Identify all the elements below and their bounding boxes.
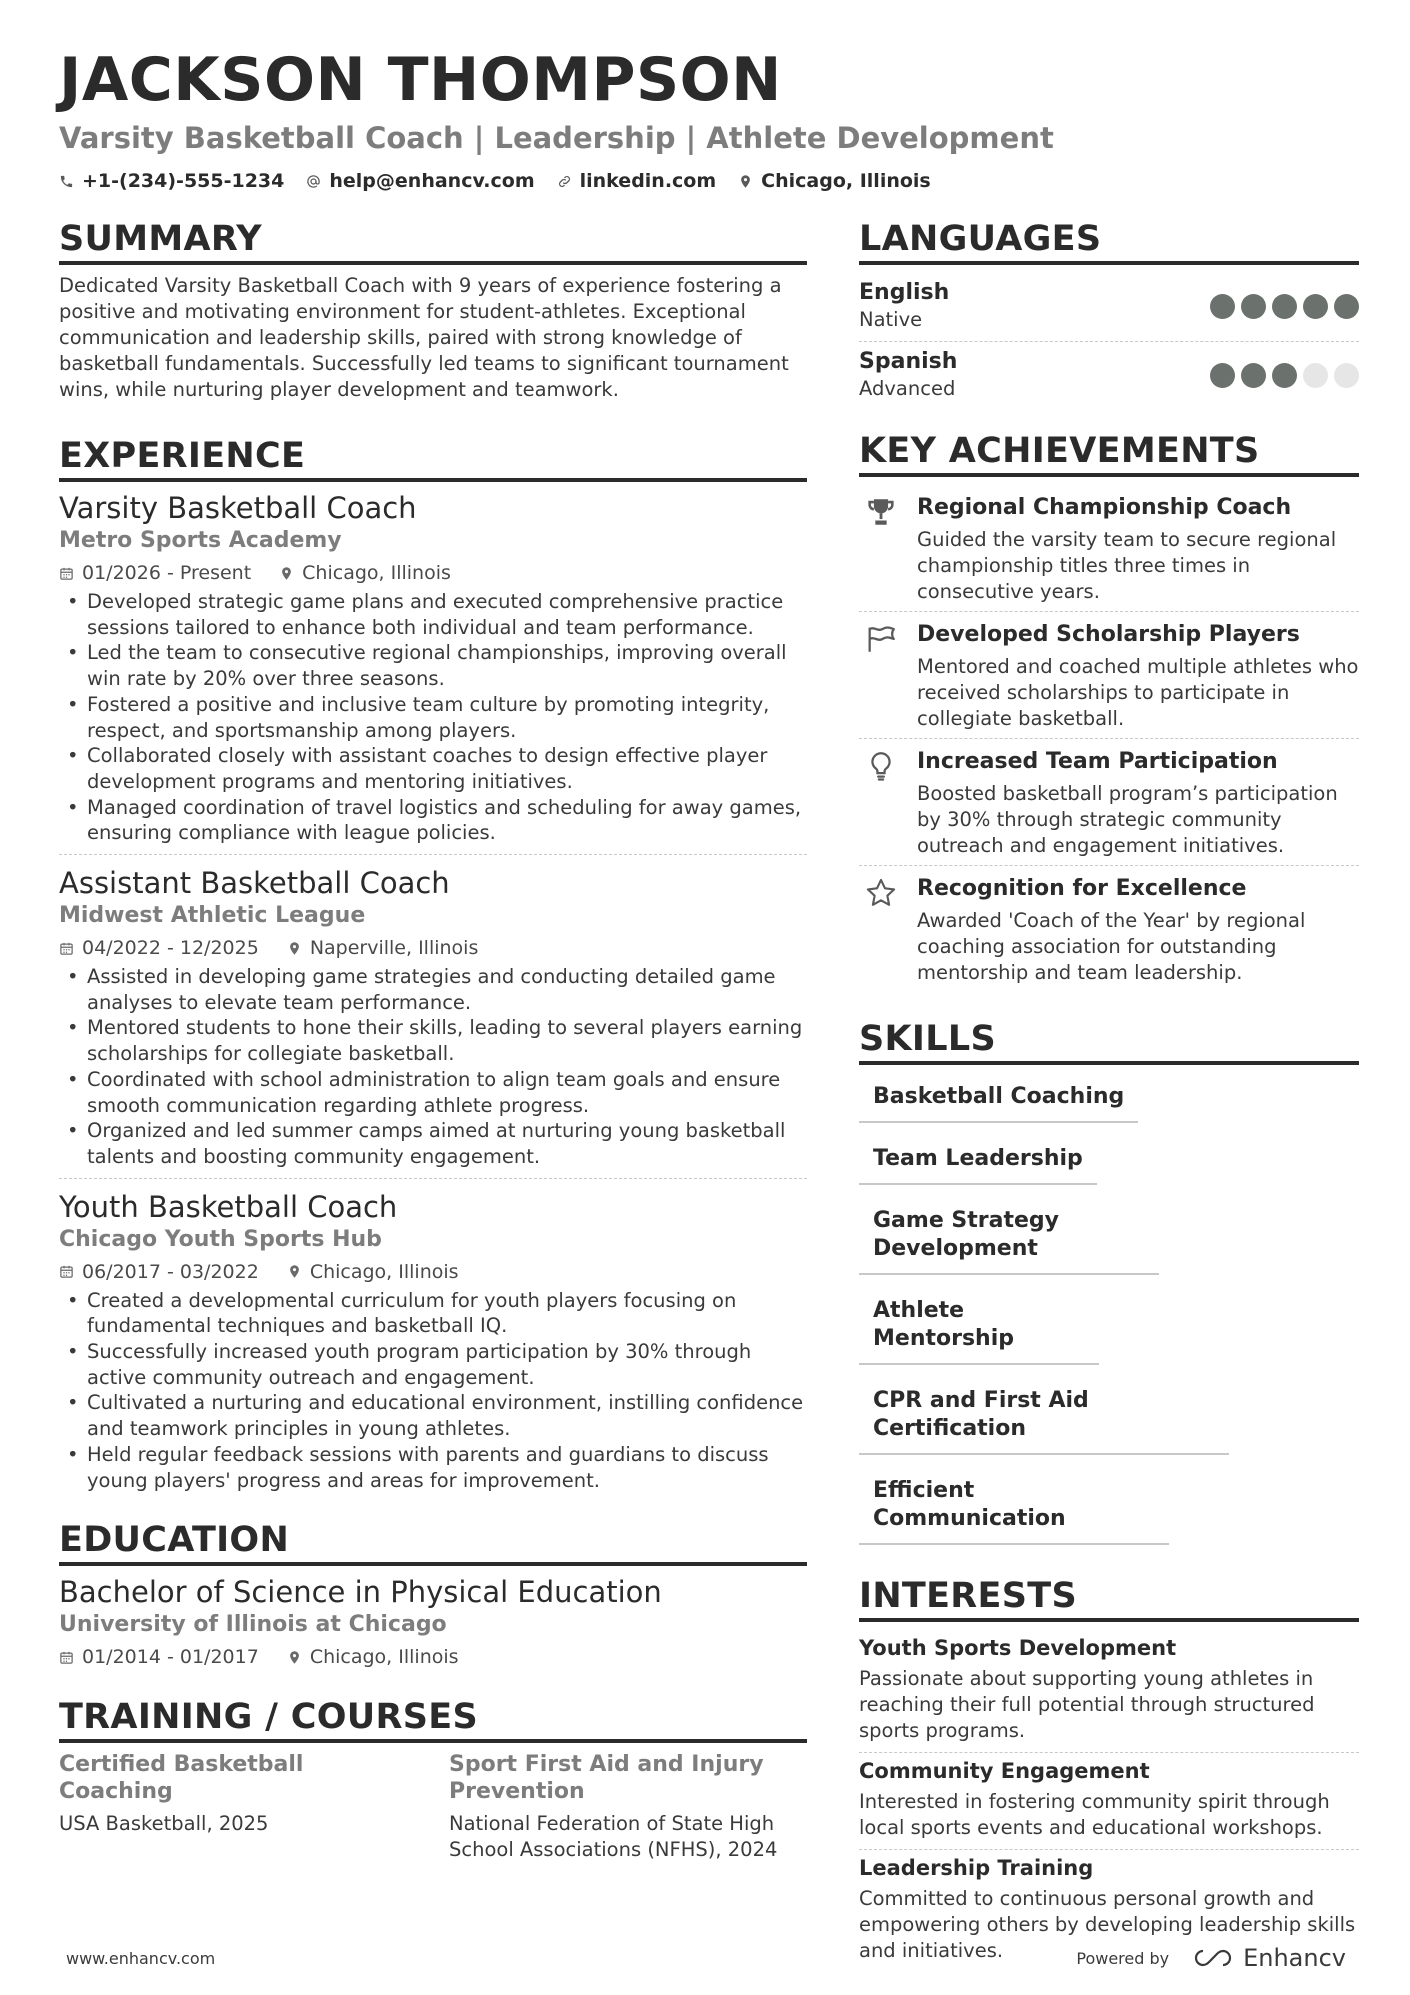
- job-company: Chicago Youth Sports Hub: [59, 1226, 382, 1252]
- achievement-desc: Guided the varsity team to secure regional championship titles three times in consecutive years.: [917, 528, 1337, 603]
- powered-by-label: Powered by: [1076, 1948, 1170, 1968]
- skill-tag: CPR and First Aid Certification: [859, 1377, 1229, 1455]
- language-level: Native: [859, 308, 923, 331]
- calendar-icon: [59, 1264, 74, 1279]
- job-dates-text: 01/2026 - Present: [82, 562, 252, 584]
- star-icon: [864, 876, 898, 910]
- language-level: Advanced: [859, 377, 956, 400]
- skills-title: SKILLS: [859, 1018, 1359, 1065]
- contact-location: [738, 170, 931, 192]
- resume-header: [59, 44, 1359, 192]
- experience-title: EXPERIENCE: [59, 435, 807, 482]
- course-title: Sport First Aid and Injury Prevention: [449, 1752, 764, 1805]
- education-dates-text: 01/2014 - 01/2017: [82, 1646, 259, 1669]
- achievement-title: Regional Championship Coach: [917, 495, 1292, 520]
- brand-logo[interactable]: [1191, 1944, 1346, 1972]
- trophy-icon: [864, 495, 898, 529]
- job-location-text: Naperville, Illinois: [309, 937, 479, 960]
- achievement-title: Increased Team Participation: [917, 749, 1278, 774]
- job-entry: [59, 490, 807, 855]
- achievement-item: [859, 866, 1359, 992]
- job-location: [279, 560, 451, 586]
- bullet-item: • Assisted in developing game strategies and conducting detailed game analyses to elevate team performance.: [59, 964, 807, 1015]
- interest-desc: Interested in fostering community spirit through local sports events and educational workshops.: [859, 1790, 1330, 1839]
- location-pin-icon: [287, 1650, 302, 1665]
- flag-icon: [864, 622, 898, 656]
- rating-dot-filled: [1303, 294, 1328, 319]
- lightbulb-icon: [864, 749, 898, 783]
- footer-website[interactable]: www.enhancv.com: [66, 1948, 216, 1968]
- job-location: [287, 935, 479, 961]
- bullet-item: • Led the team to consecutive regional championships, improving overall win rate by 20% over three seasons.: [59, 640, 807, 691]
- interest-title: Youth Sports Development: [859, 1636, 1177, 1660]
- rating-dot-empty: [1303, 363, 1328, 388]
- enhancv-logo-icon: [1191, 1947, 1235, 1969]
- bullet-item: • Fostered a positive and inclusive team culture by promoting integrity, respect, and sportsmanship among players.: [59, 692, 807, 743]
- education-meta: [59, 1644, 807, 1670]
- contact-location-text: Chicago, Illinois: [761, 170, 931, 192]
- education-section: [59, 1519, 807, 1670]
- achievement-item: [859, 485, 1359, 612]
- right-column: [859, 218, 1359, 1972]
- location-pin-icon: [738, 174, 753, 189]
- job-meta: [59, 560, 807, 586]
- rating-dot-filled: [1241, 294, 1266, 319]
- education-location-text: Chicago, Illinois: [309, 1646, 459, 1669]
- school-name: University of Illinois at Chicago: [59, 1612, 447, 1638]
- bullet-item: • Successfully increased youth program participation by 30% through active community outreach and engagement.: [59, 1339, 807, 1390]
- interests-title: INTERESTS: [859, 1575, 1359, 1622]
- achievement-desc: Mentored and coached multiple athletes who received scholarships to participate in collegiate basketball.: [917, 655, 1359, 730]
- job-entry: [59, 1189, 807, 1502]
- bullet-item: • Created a developmental curriculum for youth players focusing on fundamental techniques and basketball IQ.: [59, 1288, 807, 1339]
- job-bullets: [59, 1288, 807, 1494]
- phone-icon: [59, 174, 74, 189]
- language-name: Spanish: [859, 349, 958, 374]
- bullet-item: • Organized and led summer camps aimed at nurturing young basketball talents and boosting community engagement.: [59, 1118, 807, 1169]
- job-bullets: [59, 964, 807, 1170]
- job-location-text: Chicago, Illinois: [302, 562, 451, 584]
- contact-linkedin-text: linkedin.com: [579, 170, 717, 192]
- achievement-title: Developed Scholarship Players: [917, 622, 1300, 647]
- contact-email-text: help@enhancv.com: [329, 170, 535, 192]
- achievement-desc: Boosted basketball program’s participation by 30% through strategic community outreach and engagement initiatives.: [917, 782, 1338, 857]
- rating-dot-empty: [1334, 363, 1359, 388]
- job-dates-text: 04/2022 - 12/2025: [82, 937, 259, 960]
- course-item: [59, 1751, 389, 1863]
- course-item: [449, 1751, 779, 1863]
- page-footer: [66, 1944, 1346, 1972]
- at-icon: [306, 174, 321, 189]
- skill-tag: Game Strategy Development: [859, 1197, 1159, 1275]
- contact-phone[interactable]: [59, 170, 284, 192]
- achievement-item: [859, 739, 1359, 866]
- calendar-icon: [59, 941, 74, 956]
- interest-desc: Passionate about supporting young athletes in reaching their full potential through structured sports programs.: [859, 1667, 1315, 1742]
- rating-dot-filled: [1334, 294, 1359, 319]
- bullet-item: • Managed coordination of travel logistics and scheduling for away games, ensuring compliance with league policies.: [59, 795, 807, 846]
- interests-section: [859, 1575, 1359, 1972]
- rating-dot-filled: [1272, 363, 1297, 388]
- summary-title: SUMMARY: [59, 218, 807, 265]
- calendar-icon: [59, 1650, 74, 1665]
- contact-bar: [59, 170, 1359, 192]
- calendar-icon: [59, 566, 74, 581]
- skill-tag: Efficient Communication: [859, 1467, 1169, 1545]
- headline: Varsity Basketball Coach | Leadership | Athlete Development: [59, 121, 1054, 155]
- training-title: TRAINING / COURSES: [59, 1696, 807, 1743]
- course-title: Certified Basketball Coaching: [59, 1752, 304, 1805]
- achievements-section: [859, 430, 1359, 992]
- language-name: English: [859, 280, 950, 305]
- job-dates: [59, 560, 251, 586]
- location-pin-icon: [279, 566, 294, 581]
- interest-item: [859, 1753, 1359, 1850]
- link-icon: [557, 174, 572, 189]
- rating-dot-filled: [1210, 363, 1235, 388]
- job-location-text: Chicago, Illinois: [309, 1260, 459, 1283]
- bullet-item: • Mentored students to hone their skills, leading to several players earning scholarships for collegiate basketball.: [59, 1015, 807, 1066]
- left-column: [59, 218, 807, 1863]
- language-rating: [1210, 294, 1359, 319]
- achievement-desc: Awarded 'Coach of the Year' by regional coaching association for outstanding mentorship and team leadership.: [917, 909, 1306, 984]
- education-location: [287, 1644, 459, 1670]
- course-list: [59, 1751, 807, 1863]
- language-item: [859, 342, 1359, 410]
- bullet-item: • Developed strategic game plans and executed comprehensive practice sessions tailored to enhance both individual and team performance.: [59, 589, 807, 640]
- job-title: Varsity Basketball Coach: [59, 491, 417, 525]
- job-dates: [59, 935, 259, 961]
- candidate-name: JACKSON THOMPSON: [59, 45, 782, 115]
- bullet-item: • Held regular feedback sessions with parents and guardians to discuss young players' progress and areas for improvement.: [59, 1442, 807, 1493]
- skill-tag: Team Leadership: [859, 1135, 1097, 1185]
- job-dates: [59, 1259, 259, 1285]
- job-company: Midwest Athletic League: [59, 903, 366, 929]
- contact-linkedin[interactable]: [557, 170, 717, 192]
- skill-tag: Basketball Coaching: [859, 1073, 1138, 1123]
- job-company: Metro Sports Academy: [59, 528, 342, 553]
- job-location: [287, 1259, 459, 1285]
- job-title: Assistant Basketball Coach: [59, 866, 450, 901]
- job-title: Youth Basketball Coach: [59, 1189, 398, 1224]
- job-meta: [59, 1259, 807, 1285]
- location-pin-icon: [287, 1264, 302, 1279]
- language-item: [859, 273, 1359, 342]
- rating-dot-filled: [1241, 363, 1266, 388]
- job-entry: [59, 865, 807, 1179]
- education-title: EDUCATION: [59, 1519, 807, 1566]
- experience-section: [59, 435, 807, 1501]
- rating-dot-filled: [1272, 294, 1297, 319]
- achievements-title: KEY ACHIEVEMENTS: [859, 430, 1359, 477]
- course-provider: USA Basketball, 2025: [59, 1812, 269, 1836]
- contact-email[interactable]: [306, 170, 534, 192]
- education-dates: [59, 1644, 259, 1670]
- powered-by: [1076, 1944, 1346, 1972]
- interest-title: Leadership Training: [859, 1856, 1094, 1880]
- training-section: [59, 1696, 807, 1863]
- languages-title: LANGUAGES: [859, 218, 1359, 265]
- bullet-item: • Collaborated closely with assistant coaches to design effective player development programs and mentoring initiatives.: [59, 743, 807, 794]
- degree-title: Bachelor of Science in Physical Education: [59, 1575, 662, 1610]
- course-provider: National Federation of State High School Associations (NFHS), 2024: [449, 1812, 778, 1862]
- job-meta: [59, 935, 807, 961]
- interest-item: [859, 1630, 1359, 1753]
- skill-tag: Athlete Mentorship: [859, 1287, 1099, 1365]
- achievement-title: Recognition for Excellence: [917, 876, 1247, 901]
- summary-section: [59, 218, 807, 403]
- job-bullets: [59, 589, 807, 846]
- rating-dot-filled: [1210, 294, 1235, 319]
- interest-title: Community Engagement: [859, 1759, 1150, 1783]
- contact-phone-text: +1-(234)-555-1234: [82, 170, 285, 192]
- language-rating: [1210, 363, 1359, 388]
- bullet-item: • Coordinated with school administration to align team goals and ensure smooth communication regarding athlete progress.: [59, 1067, 807, 1118]
- job-dates-text: 06/2017 - 03/2022: [82, 1260, 259, 1283]
- bullet-item: • Cultivated a nurturing and educational environment, instilling confidence and teamwork principles in young athletes.: [59, 1390, 807, 1441]
- summary-text: Dedicated Varsity Basketball Coach with 9 years of experience fostering a positive and motivating environment for student-athletes. Exceptional communication and leadership skills, paired with strong knowledge of basketball fundamentals. Successfully led teams to significant tournament wins, while nurturing player development and teamwork.: [59, 274, 789, 401]
- languages-section: [859, 218, 1359, 410]
- brand-name: Enhancv: [1243, 1944, 1346, 1972]
- skill-list: [859, 1073, 1359, 1557]
- achievement-item: [859, 612, 1359, 739]
- skills-section: [859, 1018, 1359, 1557]
- interest-desc: Committed to continuous personal growth and empowering others by developing leadership skills and initiatives.: [859, 1887, 1356, 1962]
- location-pin-icon: [287, 941, 302, 956]
